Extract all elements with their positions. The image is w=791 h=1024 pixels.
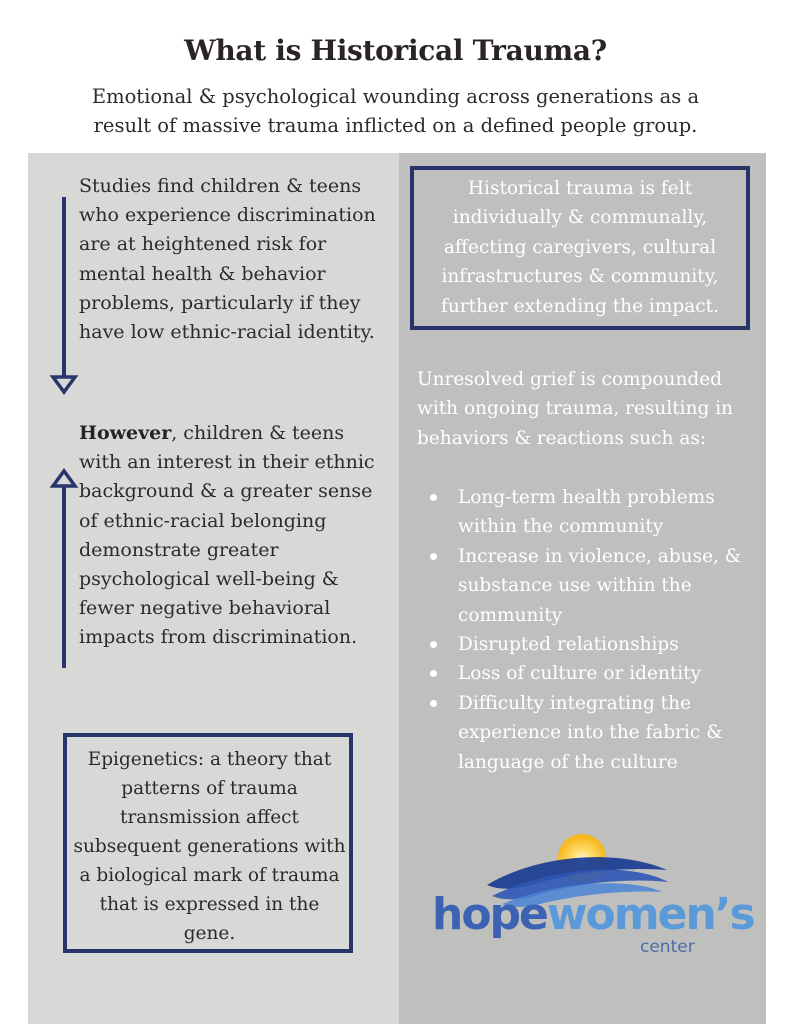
list-item: Increase in violence, abuse, & substance use within the community: [417, 542, 757, 630]
however-label: However: [79, 422, 172, 444]
however-text: , children & teens with an interest in their ethnic background & a greater sense of ethnic-racial belonging demonstrate greater psychological well-being & fewer negative behavioral impacts from discrimination.: [79, 422, 375, 649]
logo-wordmark: [432, 890, 754, 940]
however-paragraph: [79, 419, 379, 653]
bullet-icon: [430, 641, 437, 648]
bullet-icon: [430, 553, 437, 560]
logo-womens: women’s: [546, 889, 754, 940]
epigenetics-text: Epigenetics: a theory that patterns of trauma transmission affect subsequent generations with a biological mark of trauma that is expressed in the gene.: [73, 749, 346, 944]
down-arrow-icon: [49, 195, 79, 395]
logo-center: center: [640, 937, 695, 957]
list-item: Long-term health problems within the community: [417, 483, 757, 542]
definition-line-2: result of massive trauma inflicted on a defined people group.: [93, 114, 698, 137]
list-item: Disrupted relationships: [417, 630, 757, 659]
reactions-list: [417, 483, 757, 777]
page-title: What is Historical Trauma?: [184, 34, 607, 67]
studies-paragraph: Studies find children & teens who experience discrimination are at heightened risk for mental health & behavior problems, particularly if they have low ethnic-racial identity.: [79, 175, 376, 344]
grief-intro: Unresolved grief is compounded with ongoing trauma, resulting in behaviors & reactions such as:: [417, 369, 734, 449]
up-arrow-icon: [49, 468, 79, 670]
list-item: Difficulty integrating the experience into the fabric & language of the culture: [417, 689, 757, 777]
felt-text: Historical trauma is felt individually & communally, affecting caregivers, cultural infrastructures & community, further extending the impact.: [441, 178, 719, 317]
list-item: Loss of culture or identity: [417, 659, 757, 688]
definition-line-1: Emotional & psychological wounding across generations as a: [91, 85, 700, 108]
logo-hope: hope: [432, 889, 547, 940]
definition: [40, 82, 751, 140]
bullet-icon: [430, 494, 437, 501]
bullet-icon: [430, 670, 437, 677]
bullet-icon: [430, 700, 437, 707]
